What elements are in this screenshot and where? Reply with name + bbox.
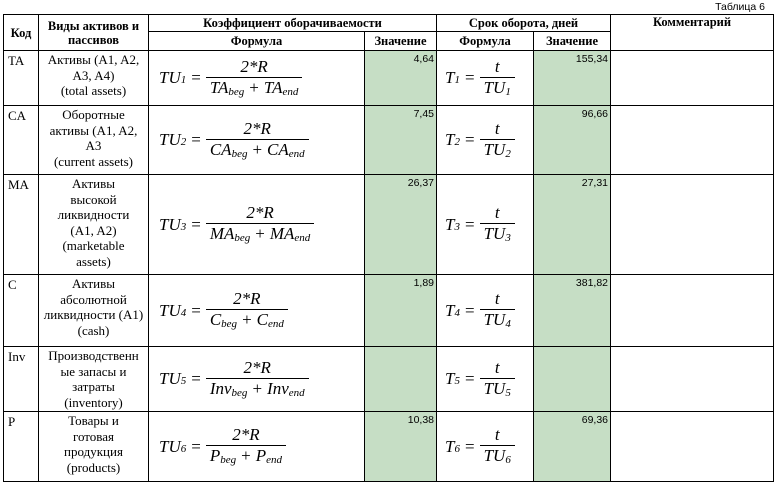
den-sub-end: end [266, 454, 282, 466]
period-formula [437, 412, 534, 482]
period-fraction [480, 204, 515, 245]
period-equals: = [464, 436, 475, 456]
asset-line: Оборотные [62, 107, 125, 122]
asset-line: Активы [71, 276, 116, 291]
formula-lhs: TU [159, 130, 181, 149]
period-numerator: t [494, 118, 500, 138]
den-term-begin: Inv [209, 378, 232, 398]
turnover-formula [149, 51, 365, 106]
header-turnover-period: Срок оборота, дней [437, 15, 611, 32]
turnover-coef-value: 10,38 [365, 412, 437, 482]
period-lhs-index: 6 [454, 442, 460, 455]
period-lhs: T [445, 436, 455, 456]
turnover-coef-value: 7,45 [365, 106, 437, 175]
period-den-term: TU [483, 224, 506, 243]
period-fraction [480, 120, 515, 161]
formula-fraction [206, 359, 309, 400]
period-equals: = [464, 214, 475, 234]
table-row [4, 175, 774, 275]
den-sub-begin: beg [221, 318, 238, 330]
asset-line: Активы [71, 176, 116, 191]
formula-equals: = [191, 300, 201, 320]
asset-line: (products) [66, 459, 121, 475]
period-equals: = [464, 130, 475, 149]
period-equals: = [464, 300, 475, 320]
den-plus: + [241, 446, 251, 465]
formula-equals: = [191, 68, 201, 87]
asset-line: (inventory) [64, 394, 123, 410]
row-asset-type [39, 347, 149, 412]
asset-line: Производственн [48, 348, 139, 363]
den-term-begin: TA [209, 77, 229, 97]
den-plus: + [249, 77, 259, 97]
formula-numerator: 2*R [243, 357, 271, 377]
turnover-coef-value: 4,64 [365, 51, 437, 106]
den-sub-end: end [268, 318, 284, 330]
table-row [4, 275, 774, 347]
turnover-coef-value: 1,89 [365, 275, 437, 347]
row-asset-type [39, 51, 149, 106]
formula-denominator [206, 139, 309, 161]
period-fraction [480, 359, 515, 400]
row-comment[interactable] [611, 412, 774, 482]
formula-lhs-index: 4 [180, 306, 187, 319]
formula-numerator: 2*R [233, 289, 261, 308]
formula-denominator [206, 223, 314, 245]
table-row [4, 51, 774, 106]
formula-fraction [206, 204, 314, 245]
turnover-formula [149, 347, 365, 412]
formula-numerator: 2*R [243, 118, 271, 138]
den-sub-begin: beg [234, 232, 251, 244]
formula-fraction [206, 426, 286, 467]
formula-lhs-index: 6 [180, 442, 187, 455]
period-numerator: t [494, 56, 500, 76]
period-lhs: T [445, 369, 455, 388]
turnover-formula [149, 275, 365, 347]
period-numerator: t [494, 357, 500, 377]
den-term-begin: MA [209, 224, 235, 243]
period-den-term: TU [483, 139, 506, 159]
asset-line: затраты [72, 379, 115, 394]
turnover-period-value: 27,31 [534, 175, 611, 275]
den-term-end: TA [263, 77, 283, 97]
turnover-formula [149, 175, 365, 275]
period-lhs-index: 3 [454, 220, 460, 233]
row-code: P [4, 412, 39, 482]
period-den-index: 4 [505, 318, 511, 330]
formula-denominator [206, 378, 309, 400]
period-lhs-index: 1 [454, 74, 460, 86]
asset-line: ликвидности (A1) [43, 307, 144, 322]
formula-lhs-index: 3 [180, 220, 187, 233]
period-lhs: T [445, 300, 455, 320]
row-code: CA [4, 106, 39, 175]
period-denominator [480, 139, 515, 161]
row-code: TA [4, 51, 39, 106]
period-den-index: 3 [505, 232, 511, 244]
formula-fraction [206, 120, 309, 161]
period-den-term: TU [483, 446, 506, 465]
turnover-coef-value: 26,37 [365, 175, 437, 275]
period-den-term: TU [483, 378, 506, 398]
den-term-end: MA [269, 224, 295, 243]
formula-lhs-index: 2 [180, 136, 187, 148]
table-row [4, 347, 774, 412]
asset-line: высокой [70, 191, 117, 207]
header-comment: Комментарий [611, 15, 774, 51]
turnover-formula [149, 412, 365, 482]
den-sub-end: end [288, 147, 305, 160]
period-denominator [480, 378, 515, 400]
header-assets: Виды активов и пассивов [39, 15, 149, 51]
turnover-period-value: 381,82 [534, 275, 611, 347]
row-comment[interactable] [611, 347, 774, 412]
den-plus: + [252, 378, 263, 398]
den-term-end: P [255, 446, 267, 465]
period-lhs: T [445, 130, 455, 149]
header-period-formula: Формула [437, 32, 534, 51]
formula-equals: = [191, 436, 201, 456]
period-den-index: 2 [505, 147, 511, 160]
formula-numerator: 2*R [232, 425, 260, 444]
formula-numerator: 2*R [240, 56, 268, 76]
formula-lhs: TU [159, 436, 181, 456]
period-denominator [480, 445, 515, 467]
asset-line: ликвидности [57, 207, 130, 222]
den-sub-begin: beg [231, 386, 248, 399]
asset-line: (marketable [62, 238, 125, 253]
den-term-begin: CA [209, 139, 232, 159]
turnover-period-value: 155,34 [534, 51, 611, 106]
period-den-index: 1 [505, 85, 511, 98]
asset-line: готовая [72, 428, 115, 444]
formula-equals: = [191, 214, 201, 234]
period-formula [437, 106, 534, 175]
table-body [4, 51, 774, 482]
row-asset-type [39, 412, 149, 482]
den-plus: + [252, 139, 263, 159]
header-coef-formula: Формула [149, 32, 365, 51]
formula-lhs: TU [159, 369, 181, 388]
period-lhs: T [445, 214, 455, 234]
den-sub-begin: beg [231, 147, 248, 160]
formula-denominator [206, 445, 286, 467]
period-fraction [480, 290, 515, 331]
formula-lhs: TU [159, 214, 181, 234]
row-code: C [4, 275, 39, 347]
formula-lhs-index: 5 [180, 375, 187, 387]
asset-line: assets) [76, 253, 111, 269]
row-code: Inv [4, 347, 39, 412]
formula-numerator: 2*R [246, 203, 274, 222]
period-lhs-index: 2 [454, 136, 460, 148]
row-comment[interactable] [611, 275, 774, 347]
row-code: MA [4, 175, 39, 275]
period-den-index: 5 [505, 386, 511, 399]
den-sub-begin: beg [228, 85, 245, 98]
period-denominator [480, 309, 515, 331]
header-code: Код [4, 15, 39, 51]
turnover-coef-value [365, 347, 437, 412]
row-asset-type [39, 175, 149, 275]
period-formula [437, 275, 534, 347]
asset-line: (cash) [77, 322, 110, 338]
turnover-period-value: 69,36 [534, 412, 611, 482]
turnover-table [3, 14, 774, 482]
period-den-term: TU [483, 77, 506, 97]
asset-line: ые запасы и [60, 363, 127, 379]
period-formula [437, 175, 534, 275]
formula-lhs: TU [159, 68, 181, 87]
turnover-period-value [534, 347, 611, 412]
formula-denominator [206, 77, 303, 99]
den-sub-end: end [294, 232, 311, 244]
period-formula [437, 51, 534, 106]
formula-denominator [206, 309, 288, 331]
den-term-begin: P [209, 446, 221, 465]
period-numerator: t [494, 203, 500, 222]
den-plus: + [242, 310, 252, 329]
asset-line: (A1, A2) [70, 222, 117, 238]
row-comment[interactable] [611, 175, 774, 275]
period-fraction [480, 426, 515, 467]
asset-line: Товары и [68, 413, 119, 428]
formula-fraction [206, 58, 303, 99]
formula-lhs: TU [159, 300, 181, 320]
period-denominator [480, 223, 515, 245]
period-den-index: 6 [505, 454, 511, 466]
asset-line: A3, A4) [72, 67, 115, 83]
formula-lhs-index: 1 [180, 74, 187, 86]
period-lhs-index: 5 [454, 375, 460, 387]
asset-line: абсолютной [60, 291, 127, 307]
period-equals: = [464, 68, 475, 87]
turnover-formula [149, 106, 365, 175]
den-sub-end: end [288, 386, 305, 399]
period-lhs-index: 4 [454, 306, 460, 319]
period-numerator: t [494, 425, 500, 444]
header-coef-value: Значение [365, 32, 437, 51]
period-equals: = [464, 369, 475, 388]
den-term-begin: C [209, 310, 222, 329]
row-asset-type [39, 275, 149, 347]
table-row [4, 412, 774, 482]
formula-equals: = [191, 130, 201, 149]
den-sub-end: end [282, 85, 299, 98]
table-caption: Таблица 6 [715, 1, 765, 13]
period-denominator [480, 77, 515, 99]
period-formula [437, 347, 534, 412]
period-fraction [480, 58, 515, 99]
period-lhs: T [445, 68, 455, 87]
asset-line: продукция [64, 444, 123, 459]
den-term-end: Inv [267, 378, 289, 398]
asset-line: (current assets) [53, 153, 134, 169]
asset-line: (total assets) [60, 83, 127, 98]
asset-line: Активы (A1, A2, [47, 52, 140, 67]
den-plus: + [255, 224, 265, 243]
formula-equals: = [191, 369, 201, 388]
period-numerator: t [494, 289, 500, 308]
asset-line: A3 [85, 138, 102, 153]
den-term-end: C [256, 310, 268, 329]
den-term-end: CA [267, 139, 289, 159]
row-asset-type [39, 106, 149, 175]
den-sub-begin: beg [220, 454, 237, 466]
turnover-period-value: 96,66 [534, 106, 611, 175]
row-comment[interactable] [611, 51, 774, 106]
row-comment[interactable] [611, 106, 774, 175]
header-period-value: Значение [534, 32, 611, 51]
period-den-term: TU [483, 310, 506, 329]
header-turnover-coef: Коэффициент оборачиваемости [149, 15, 437, 32]
formula-fraction [206, 290, 288, 331]
asset-line: активы (A1, A2, [49, 122, 138, 138]
table-row [4, 106, 774, 175]
